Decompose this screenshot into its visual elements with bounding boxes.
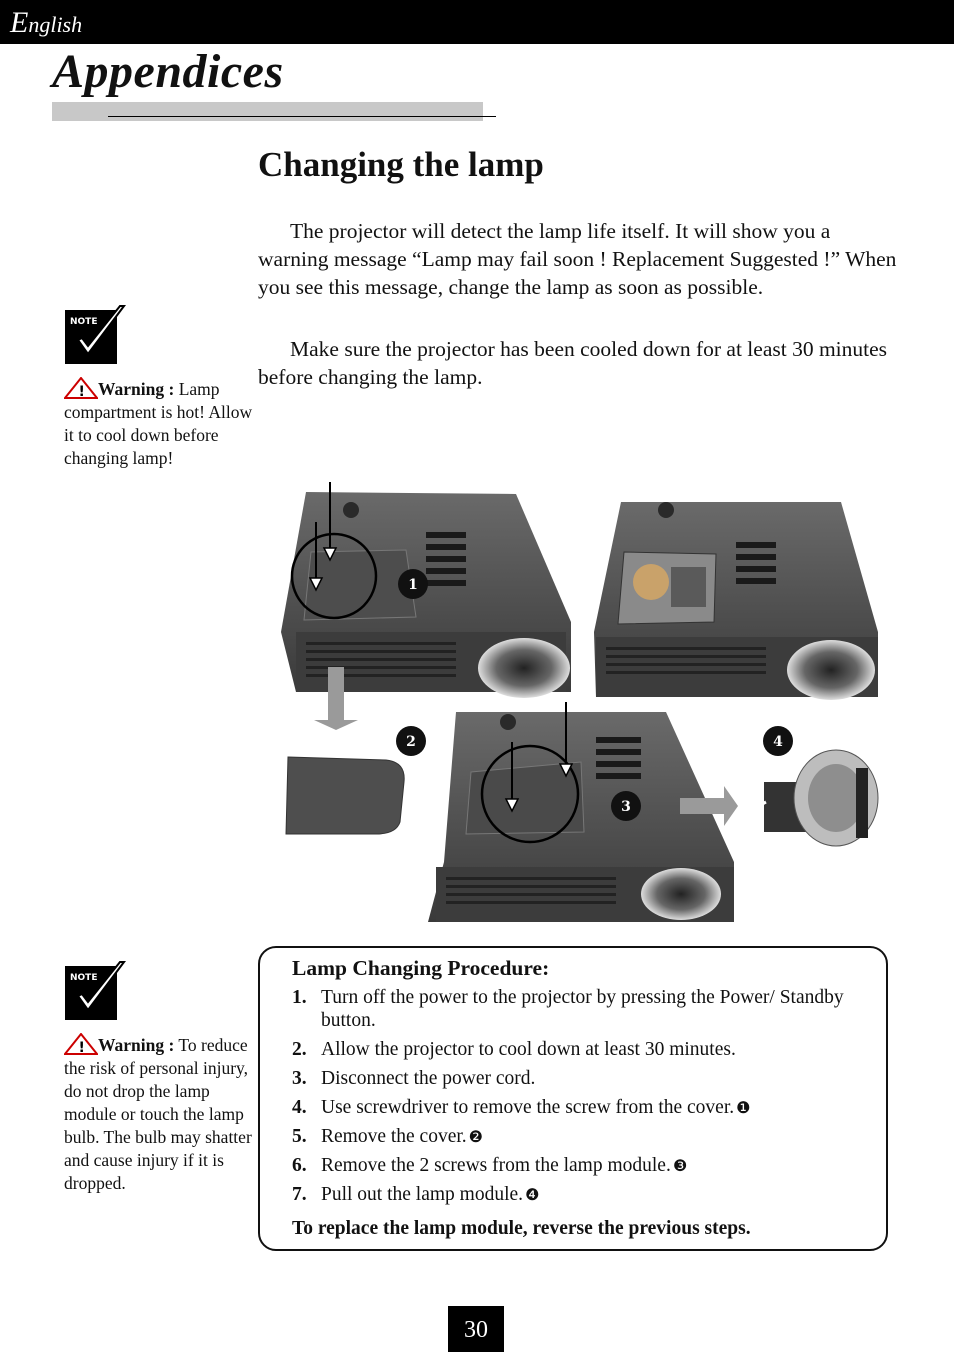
callout-1: 1 xyxy=(408,577,418,593)
title-underline-bar xyxy=(52,102,483,121)
svg-text:!: ! xyxy=(78,1040,85,1055)
warning-triangle-icon xyxy=(64,377,98,399)
warning-note-1: ! Warning : Lamp compartment is hot! Allow it to cool down before changing lamp! xyxy=(64,379,253,468)
language-label: English xyxy=(10,6,83,39)
step-ref-3: ❸ xyxy=(672,1156,688,1175)
step-ref-2: ❷ xyxy=(468,1127,484,1146)
note-check-icon xyxy=(64,304,126,366)
header-bar xyxy=(0,0,954,44)
lamp-replacement-figure xyxy=(276,472,896,932)
lamp-module xyxy=(753,750,878,846)
lamp-cover xyxy=(286,757,404,834)
procedure-title: Lamp Changing Procedure: xyxy=(292,956,550,980)
intro-paragraph-1: The projector will detect the lamp life itself. It will show you a warning message “Lamp may fail soon ! Replacement Suggested !” When you see this message, change the lamp as soon as possible. xyxy=(258,219,897,299)
procedure-box xyxy=(258,946,888,1251)
note-label: NOTE xyxy=(70,973,98,983)
procedure-step: 1. Turn off the power to the projector by pressing the Power/ Standby button. xyxy=(292,987,844,1031)
procedure-step: 2. Allow the projector to cool down at least 30 minutes. xyxy=(292,1039,736,1060)
callout-3: 3 xyxy=(621,799,631,815)
page-heading: Changing the lamp xyxy=(258,145,544,184)
title-underline-rule xyxy=(108,116,496,117)
svg-text:!: ! xyxy=(78,384,85,399)
procedure-step: 6. Remove the 2 screws from the lamp module. ❸ xyxy=(292,1155,688,1176)
step-ref-4: ❹ xyxy=(525,1185,540,1204)
procedure-steps xyxy=(292,986,872,1212)
callout-4: 4 xyxy=(773,734,783,750)
note-label: NOTE xyxy=(70,317,98,327)
note-check-icon xyxy=(64,960,126,1022)
warning-triangle-icon xyxy=(64,1033,98,1055)
callout-2: 2 xyxy=(406,734,416,750)
procedure-footer: To replace the lamp module, reverse the previous steps. xyxy=(292,1218,751,1239)
intro-paragraph-2: Make sure the projector has been cooled down for at least 30 minutes before changing the lamp. xyxy=(258,337,888,389)
procedure-step: 3. Disconnect the power cord. xyxy=(292,1068,536,1089)
section-title: Appendices xyxy=(52,45,284,98)
page-number: 30 xyxy=(448,1306,504,1352)
step-ref-1: ❶ xyxy=(736,1098,751,1117)
projector-lamp-open xyxy=(594,502,878,700)
procedure-step: 5. Remove the cover. ❷ xyxy=(292,1126,484,1147)
warning-note-2: ! Warning : To reduce the risk of personal injury, do not drop the lamp module or touch the lamp bulb. The bulb may shatter and cause injury if it is dropped. xyxy=(64,1035,252,1193)
procedure-step: 7. Pull out the lamp module. ❹ xyxy=(292,1184,540,1205)
procedure-step: 4. Use screwdriver to remove the screw from the cover. ❶ xyxy=(292,1097,751,1118)
